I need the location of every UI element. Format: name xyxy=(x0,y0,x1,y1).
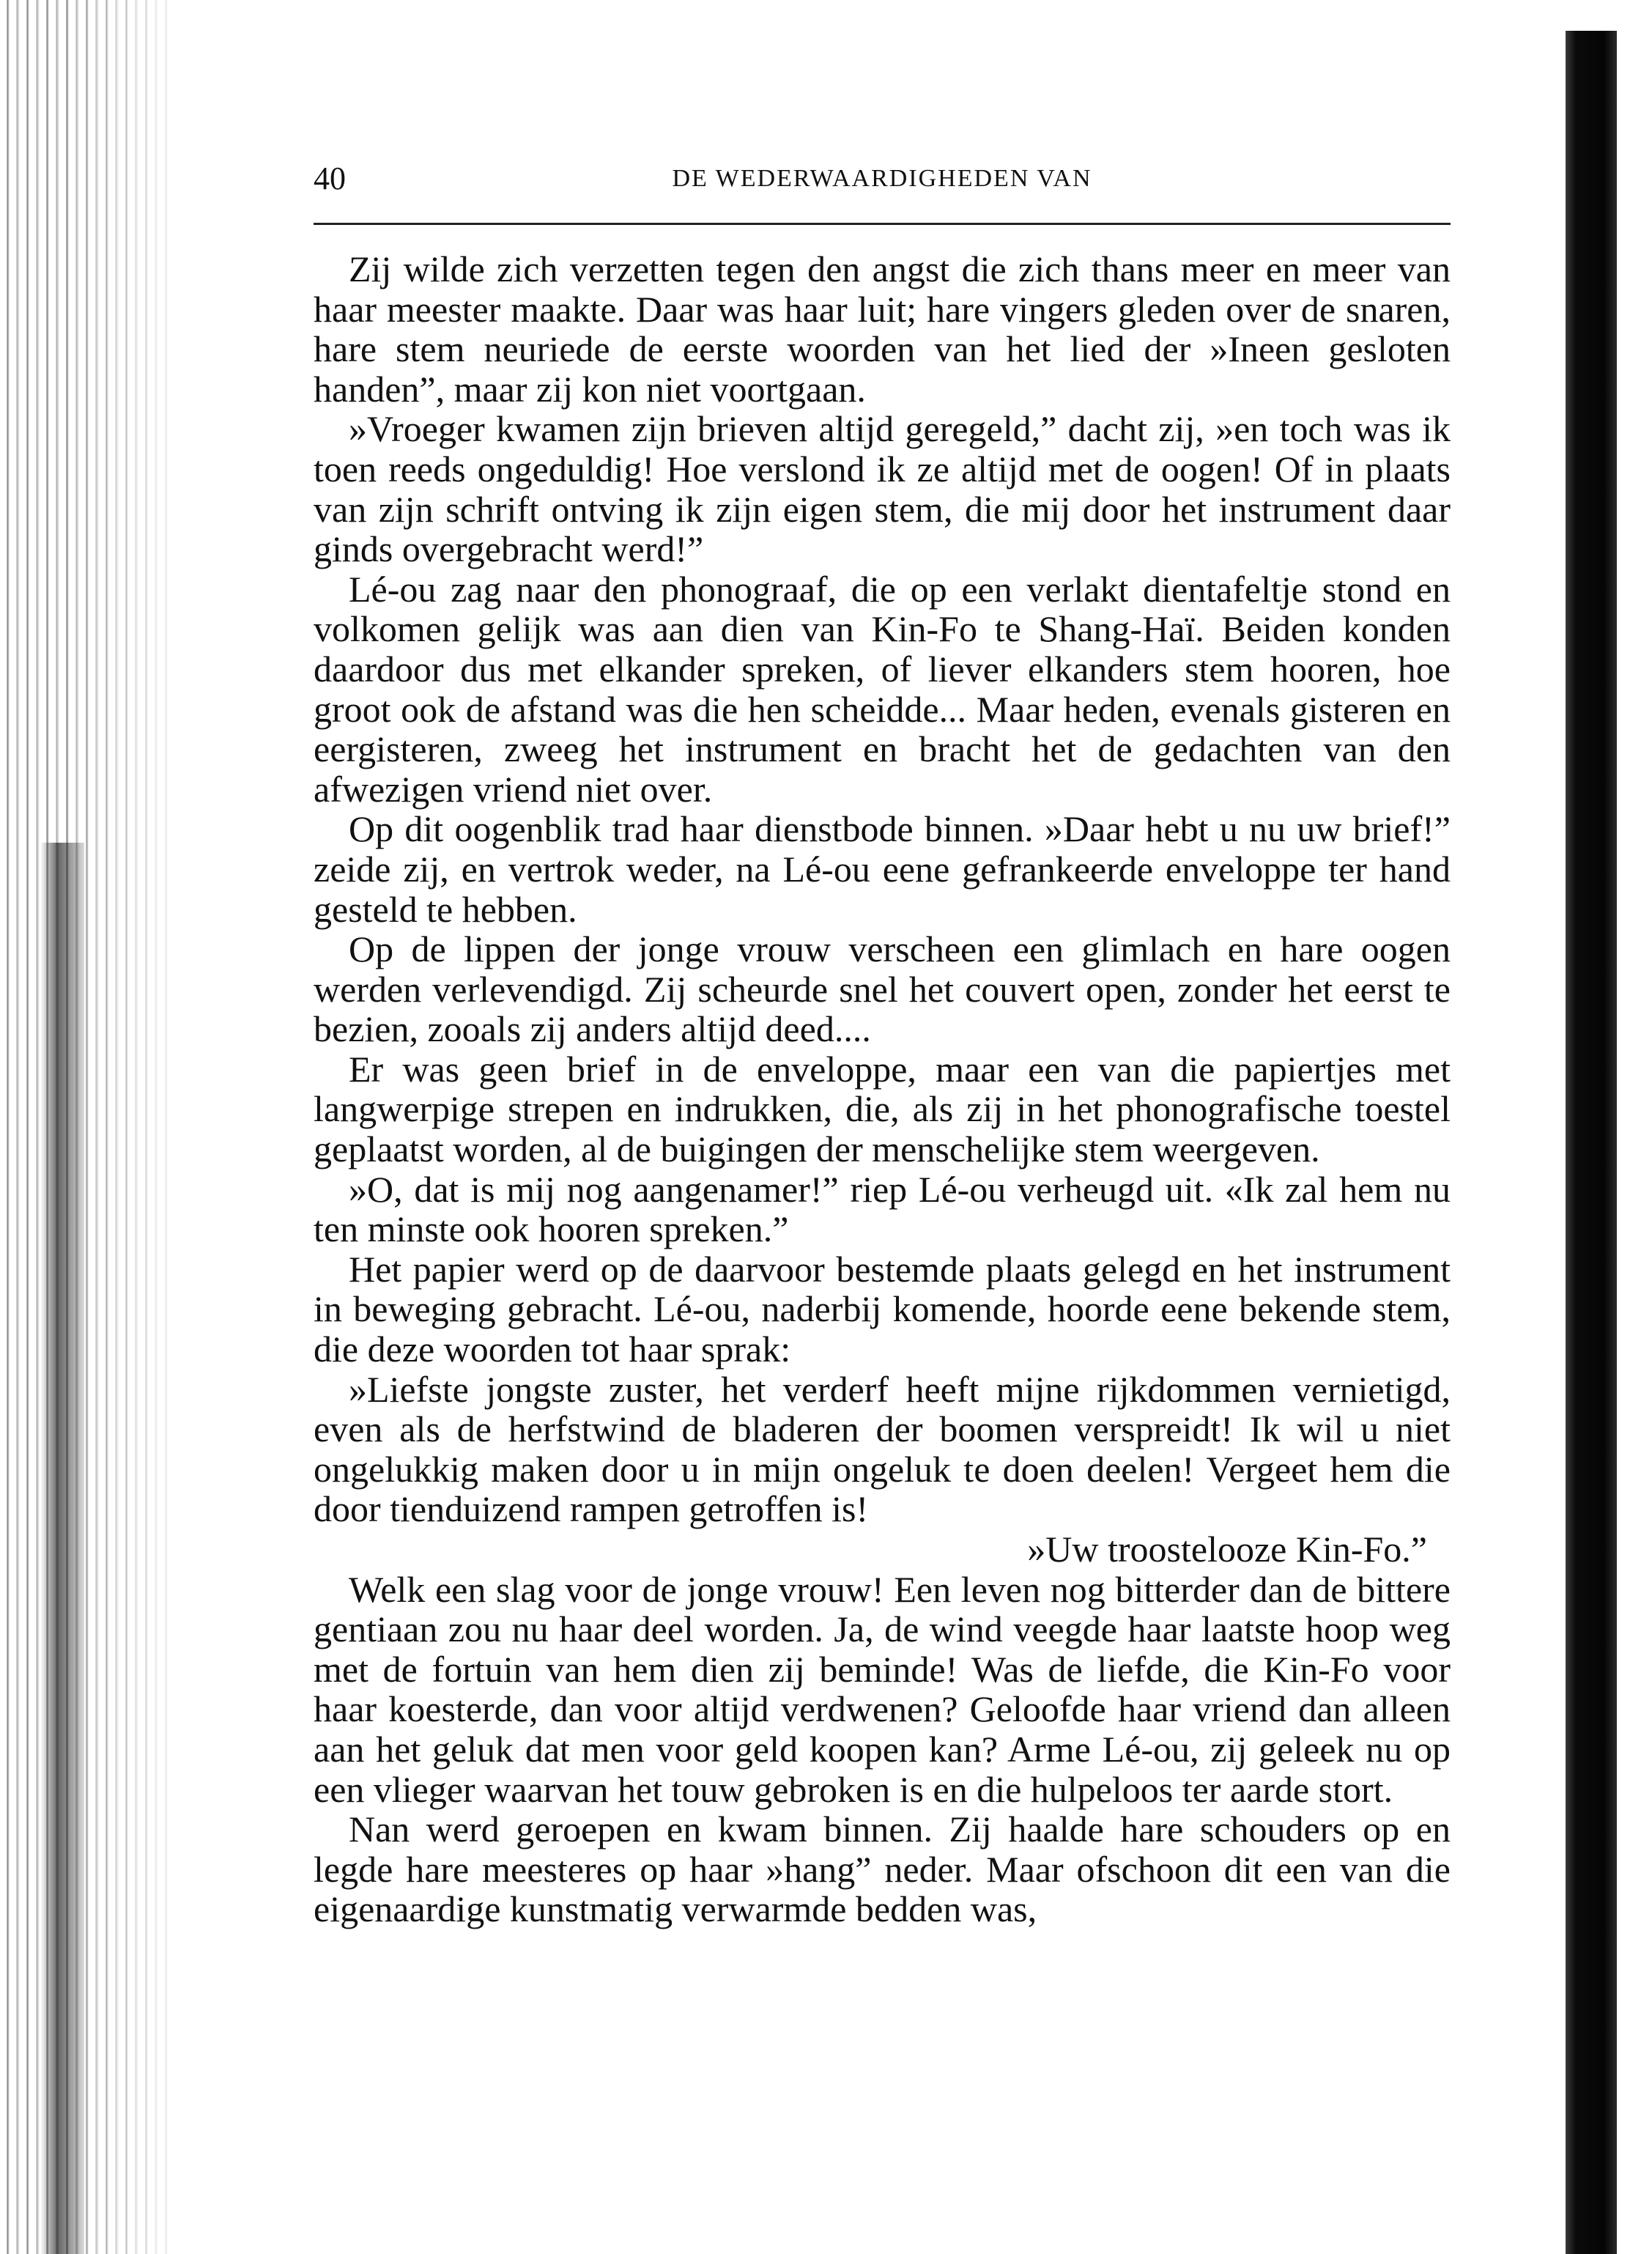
book-binding-shadow xyxy=(0,0,168,2254)
running-header xyxy=(314,157,1451,201)
paragraph: Lé-ou zag naar den phonograaf, die op een verlakt dientafeltje stond en volkomen gelijk was aan dien van Kin-Fo te Shang-Haï. Beiden konden daardoor dus met elkander spreken, of liever elkanders stem hooren, hoe groot ook de afstand was die hen scheidde... Maar heden, evenals gisteren en eergisteren, zweeg het instrument en bracht het de gedachten van den afwezigen vriend niet over. xyxy=(314,568,1451,810)
letter-signature: »Uw troostelooze Kin-Fo.” xyxy=(1027,1529,1427,1570)
paragraph: Op dit oogenblik trad haar dienstbode binnen. »Daar hebt u nu uw brief!” zeide zij, en vertrok weder, na Lé-ou eene gefrankeerde enveloppe ter hand gesteld te hebben. xyxy=(314,808,1451,930)
body-text xyxy=(314,249,1451,1929)
page-number: 40 xyxy=(314,160,346,196)
paragraph: Er was geen brief in de enveloppe, maar een van die papiertjes met langwerpige strepen en indrukken, die, als zij in het phonografische toestel geplaatst worden, al de buigingen der menschelijke stem weergeven. xyxy=(314,1048,1451,1170)
paragraph: Welk een slag voor de jonge vrouw! Een leven nog bitterder dan de bittere gentiaan zou nu haar deel worden. Ja, de wind veegde haar laatste hoop weg met de fortuin van hem dien zij beminde! Was de liefde, die Kin-Fo voor haar koesterde, dan voor altijd verdwenen? Geloofde haar vriend dan alleen aan het geluk dat men voor geld koopen kan? Arme Lé-ou, zij geleek nu op een vlieger waarvan het touw gebroken is en die hulpeloos ter aarde stort. xyxy=(314,1568,1451,1810)
paragraph: Op de lippen der jonge vrouw verscheen een glimlach en hare oogen werden verlevendigd. Zij scheurde snel het couvert open, zonder het eerst te bezien, zooals zij anders altijd deed.... xyxy=(314,928,1451,1050)
paragraph: Zij wilde zich verzetten tegen den angst die zich thans meer en meer van haar meester maakte. Daar was haar luit; hare vingers gleden over de snaren, hare stem neuriede de eerste woorden van het lied der »Ineen gesloten handen”, maar zij kon niet voortgaan. xyxy=(314,248,1451,410)
paragraph: »Vroeger kwamen zijn brieven altijd geregeld,” dacht zij, »en toch was ik toen reeds ongeduldig! Hoe verslond ik ze altijd met de oogen! Of in plaats van zijn schrift ontving ik zijn eigen stem, die mij door het instrument daar ginds overgebracht werd!” xyxy=(314,408,1451,570)
book-gutter-shadow xyxy=(40,843,84,2254)
page-edge-scan-border xyxy=(1566,31,1617,2254)
header-rule xyxy=(314,223,1451,225)
paragraph: Het papier werd op de daarvoor bestemde plaats gelegd en het instrument in beweging gebracht. Lé-ou, naderbij komende, hoorde eene bekende stem, die deze woorden tot haar sprak: xyxy=(314,1248,1451,1370)
paragraph: »O, dat is mij nog aangenamer!” riep Lé-ou verheugd uit. «Ik zal hem nu ten minste ook hooren spreken.” xyxy=(314,1168,1451,1250)
paragraph: »Liefste jongste zuster, het verderf heeft mijne rijkdommen vernietigd, even als de herfstwind de bladeren der boomen verspreidt! Ik wil u niet ongelukkig maken door u in mijn ongeluk te doen deelen! Vergeet hem die door tienduizend rampen getroffen is! xyxy=(314,1368,1451,1530)
running-title: DE WEDERWAARDIGHEDEN VAN xyxy=(672,165,1092,192)
paragraph: Nan werd geroepen en kwam binnen. Zij haalde hare schouders op en legde hare meesteres op haar »hang” neder. Maar ofschoon dit een van die eigenaardige kunstmatig verwarmde bedden was, xyxy=(314,1808,1451,1930)
